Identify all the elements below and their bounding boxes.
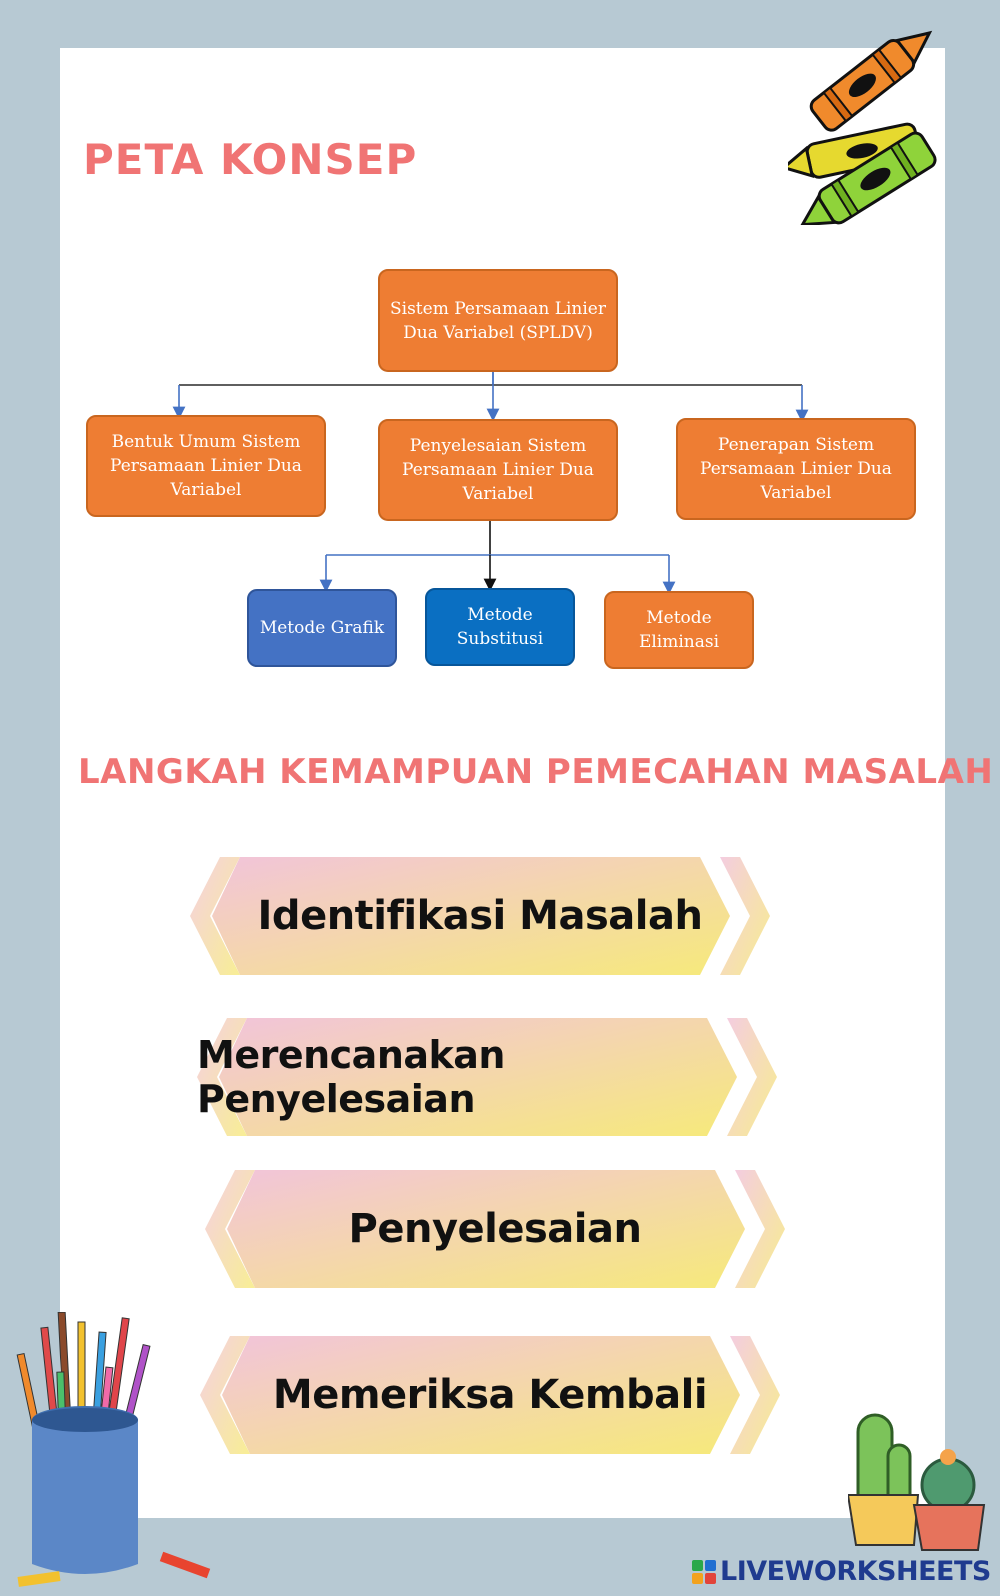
pencil-cup-icon	[0, 1312, 220, 1596]
step-label: Identifikasi Masalah	[257, 893, 703, 939]
liveworksheets-logo	[692, 1556, 991, 1587]
node-metode-grafik: Metode Grafik	[247, 589, 397, 667]
node-metode-eliminasi: Metode Eliminasi	[604, 591, 754, 669]
node-penerapan-sistem: Penerapan Sistem Persamaan Linier Dua Variabel	[676, 418, 916, 520]
node-spldv-root: Sistem Persamaan Linier Dua Variabel (SPLDV)	[378, 269, 618, 372]
step-banner-2	[197, 1018, 777, 1136]
step-label: Memeriksa Kembali	[272, 1372, 708, 1418]
concept-map-title: PETA KONSEP	[83, 135, 418, 184]
steps-title: LANGKAH KEMAMPUAN PEMECAHAN MASALAH	[78, 752, 994, 792]
node-bentuk-umum: Bentuk Umum Sistem Persamaan Linier Dua Variabel	[86, 415, 326, 517]
step-label: Merencanakan Penyelesaian	[197, 1033, 505, 1121]
node-metode-substitusi: Metode Substitusi	[425, 588, 575, 666]
step-banner-1	[190, 857, 770, 975]
step-banner-4	[200, 1336, 780, 1454]
step-label: Penyelesaian	[348, 1206, 642, 1252]
brand-mark-icon	[692, 1560, 716, 1584]
node-penyelesaian-sistem: Penyelesaian Sistem Persamaan Linier Dua Variabel	[378, 419, 618, 521]
step-banner-3	[205, 1170, 785, 1288]
crayons-icon	[788, 0, 968, 225]
brand-name: LIVEWORKSHEETS	[720, 1556, 991, 1587]
cactus-plant-icon	[848, 1405, 998, 1555]
